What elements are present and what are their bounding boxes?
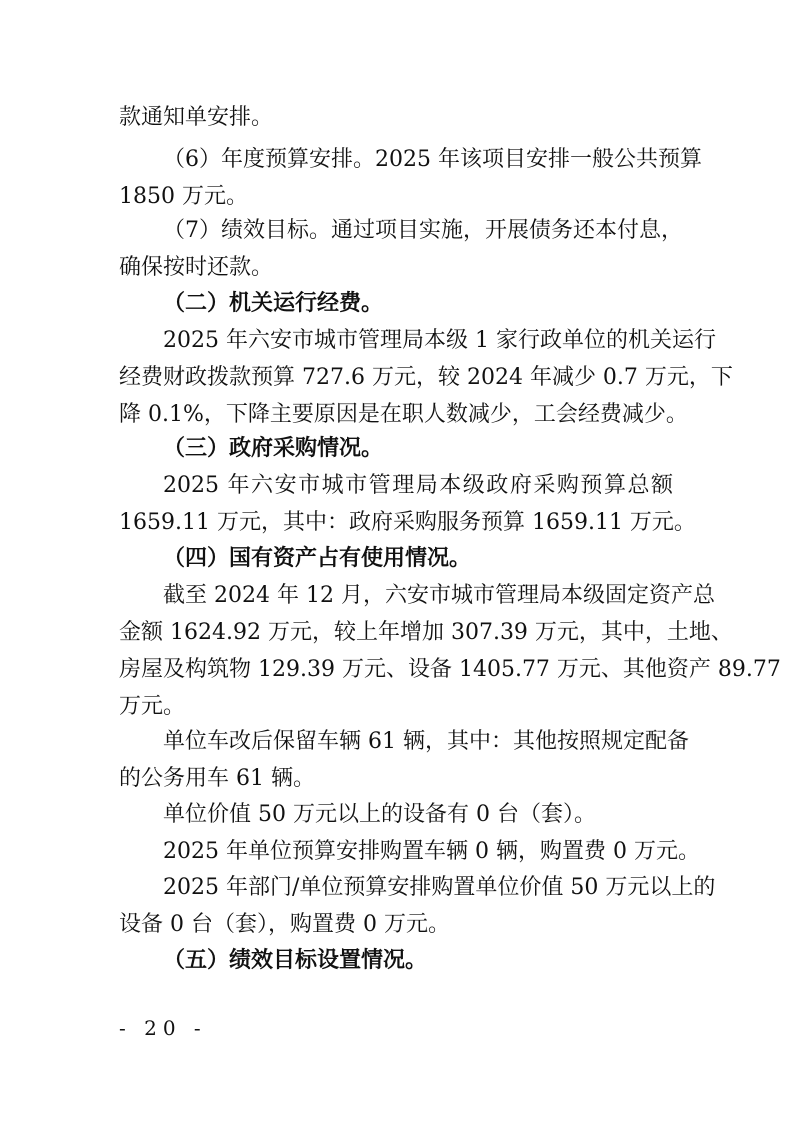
text-line: 截至 2024 年 12 月，六安市城市管理局本级固定资产总: [163, 583, 715, 608]
section-heading: （五）绩效目标设置情况。: [163, 948, 428, 973]
section-heading: （三）政府采购情况。: [163, 436, 384, 461]
text-line: 2025 年六安市城市管理局本级 1 家行政单位的机关运行: [163, 328, 716, 353]
text-line: 经费财政拨款预算 727.6 万元，较 2024 年减少 0.7 万元，下: [119, 365, 733, 390]
text-line: 金额 1624.92 万元，较上年增加 307.39 万元，其中，土地、: [119, 620, 733, 645]
section-heading: （四）国有资产占有使用情况。: [163, 546, 472, 571]
text-line: （7）绩效目标。通过项目实施，开展债务还本付息，: [163, 218, 683, 243]
text-line: 房屋及构筑物 129.39 万元、设备 1405.77 万元、其他资产 89.77: [119, 657, 781, 682]
text-line: （6）年度预算安排。2025 年该项目安排一般公共预算: [163, 147, 702, 172]
section-heading: （二）机关运行经费。: [163, 291, 384, 316]
page-number: - 20 -: [119, 1016, 207, 1040]
text-line: 单位车改后保留车辆 61 辆，其中：其他按照规定配备: [163, 729, 689, 754]
text-line: 款通知单安排。: [119, 105, 274, 130]
text-line: 2025 年单位预算安排购置车辆 0 辆，购置费 0 万元。: [163, 839, 700, 864]
text-line: 1659.11 万元，其中：政府采购服务预算 1659.11 万元。: [119, 510, 696, 535]
text-line: 单位价值 50 万元以上的设备有 0 台（套）。: [163, 802, 596, 827]
text-line: 万元。: [119, 694, 186, 719]
text-line: 设备 0 台（套），购置费 0 万元。: [119, 912, 450, 937]
text-line: 的公务用车 61 辆。: [119, 766, 315, 791]
text-line: 1850 万元。: [119, 184, 248, 209]
text-line: 确保按时还款。: [119, 255, 274, 280]
text-line: 降 0.1%，下降主要原因是在职人数减少，工会经费减少。: [119, 402, 688, 427]
text-line: 2025 年部门/单位预算安排购置单位价值 50 万元以上的: [163, 875, 716, 900]
text-line: 2025 年六安市城市管理局本级政府采购预算总额: [163, 473, 673, 498]
